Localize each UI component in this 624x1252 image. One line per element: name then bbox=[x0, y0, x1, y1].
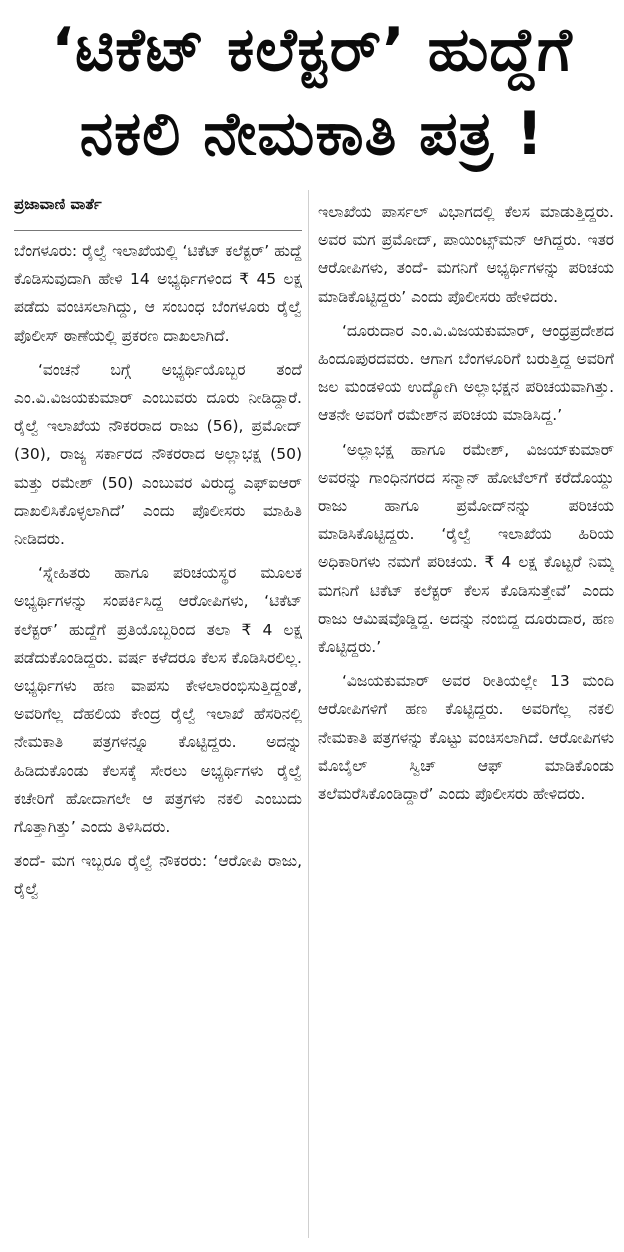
byline: ಪ್ರಜಾವಾಣಿ ವಾರ್ತೆ bbox=[14, 195, 102, 213]
paragraph-8: ‘ವಿಜಯಕುಮಾರ್ ಅವರ ರೀತಿಯಲ್ಲೇ 13 ಮಂದಿ ಆರೋಪಿಗಳಿಗೆ ಹಣ ಕೊಟ್ಟಿದ್ದರು. ಅವರಿಗೆಲ್ಲ ನಕಲಿ ನೇಮಕಾತಿ ಪತ್ರಗಳನ್ನು ಕೊಟ್ಟು ವಂಚಿಸಲಾಗಿದೆ. ಆರೋಪಿಗಳು ಮೊಬೈಲ್ ಸ್ವಿಚ್ ಆಫ್ ಮಾಡಿಕೊಂಡು ತಲೆಮರೆಸಿಕೊಂಡಿದ್ದಾರೆ’ ಎಂದು ಪೊಲೀಸರು ಹೇಳಿದರು. bbox=[318, 672, 614, 804]
subhead-paragraph: ತಂದೆ- ಮಗ ಇಬ್ಬರೂ ರೈಲ್ವೆ ನೌಕರರು: ‘ಆರೋಪಿ ರಾಜು, ರೈಲ್ವೆ bbox=[14, 852, 302, 899]
byline-rule bbox=[14, 230, 302, 231]
paragraph-7: ‘ಅಲ್ಲಾಭಕ್ಷ ಹಾಗೂ ರಮೇಶ್, ವಿಜಯ್‌ಕುಮಾರ್ ಅವರನ್ನು ಗಾಂಧಿನಗರದ ಸನ್ಮಾನ್ ಹೋಟೆಲ್‌ಗೆ ಕರೆದೊಯ್ದು ರಾಜು ಹಾಗೂ ಪ್ರಮೋದ್‌ನನ್ನು ಪರಿಚಯ ಮಾಡಿಸಿಕೊಟ್ಟಿದ್ದರು. ‘ರೈಲ್ವೆ ಇಲಾಖೆಯ ಹಿರಿಯ ಅಧಿಕಾರಿಗಳು ನಮಗೆ ಪರಿಚಯ. ₹ 4 ಲಕ್ಷ ಕೊಟ್ಟರೆ ನಿಮ್ಮ ಮಗನಿಗೆ ಟಿಕೆಟ್ ಕಲೆಕ್ಟರ್ ಕೆಲಸ ಕೊಡಿಸುತ್ತೇವೆ’ ಎಂದು ರಾಜು ಆಮಿಷವೊಡ್ಡಿದ್ದ. ಅದನ್ನು ನಂಬಿದ್ದ ದೂರುದಾರ, ಹಣ ಕೊಟ್ಟಿದ್ದರು.’ bbox=[318, 440, 614, 657]
left-column bbox=[14, 188, 302, 1240]
paragraph-5: ಇಲಾಖೆಯ ಪಾರ್ಸಲ್ ವಿಭಾಗದಲ್ಲಿ ಕೆಲಸ ಮಾಡುತ್ತಿದ್ದರು. ಅವರ ಮಗ ಪ್ರಮೋದ್, ಪಾಯಿಂಟ್ಸ್‌ಮನ್ ಆಗಿದ್ದರು. ಇತರ ಆರೋಪಿಗಳು, ತಂದೆ- ಮಗನಿಗೆ ಅಭ್ಯರ್ಥಿಗಳನ್ನು ಪರಿಚಯ ಮಾಡಿಕೊಟ್ಟಿದ್ದರು’ ಎಂದು ಪೊಲೀಸರು ಹೇಳಿದರು. bbox=[318, 203, 614, 306]
paragraph-6: ‘ದೂರುದಾರ ಎಂ.ವಿ.ವಿಜಯಕುಮಾರ್, ಆಂಧ್ರಪ್ರದೇಶದ ಹಿಂದೂಪುರದವರು. ಆಗಾಗ ಬೆಂಗಳೂರಿಗೆ ಬರುತ್ತಿದ್ದ ಅವರಿಗೆ ಜಲ ಮಂಡಳಿಯ ಉದ್ಯೋಗಿ ಅಲ್ಲಾಭಕ್ಷನ ಪರಿಚಯವಾಗಿತ್ತು. ಆತನೇ ಅವರಿಗೆ ರಮೇಶ್‌ನ ಪರಿಚಯ ಮಾಡಿಸಿದ್ದ.’ bbox=[318, 321, 614, 425]
column-divider bbox=[308, 190, 309, 1238]
right-column bbox=[318, 198, 614, 1240]
paragraph-3: ‘ಸ್ನೇಹಿತರು ಹಾಗೂ ಪರಿಚಯಸ್ಥರ ಮೂಲಕ ಅಭ್ಯರ್ಥಿಗಳನ್ನು ಸಂಪರ್ಕಿಸಿದ್ದ ಆರೋಪಿಗಳು, ‘ಟಿಕೆಟ್ ಕಲೆಕ್ಟರ್’ ಹುದ್ದೆಗೆ ಪ್ರತಿಯೊಬ್ಬರಿಂದ ತಲಾ ₹ 4 ಲಕ್ಷ ಪಡೆದುಕೊಂಡಿದ್ದರು. ವರ್ಷ ಕಳೆದರೂ ಕೆಲಸ ಕೊಡಿಸಿರಲಿಲ್ಲ. ಅಭ್ಯರ್ಥಿಗಳು ಹಣ ವಾಪಸು ಕೇಳಲಾರಂಭಿಸುತ್ತಿದ್ದಂತೆ, ಅವರಿಗೆಲ್ಲ ದೆಹಲಿಯ ಕೇಂದ್ರ ರೈಲ್ವೆ ಇಲಾಖೆ ಹೆಸರಿನಲ್ಲಿ ನೇಮಕಾತಿ ಪತ್ರಗಳನ್ನೂ ಕೊಟ್ಟಿದ್ದರು. ಅದನ್ನು ಹಿಡಿದುಕೊಂಡು ಕೆಲಸಕ್ಕೆ ಸೇರಲು ಅಭ್ಯರ್ಥಿಗಳು ರೈಲ್ವೆ ಕಚೇರಿಗೆ ಹೋದಾಗಲೇ ಆ ಪತ್ರಗಳು ನಕಲಿ ಎಂಬುದು ಗೊತ್ತಾಗಿತ್ತು’ ಎಂದು ತಿಳಿಸಿದರು. bbox=[14, 564, 302, 837]
headline bbox=[10, 8, 614, 176]
headline-line-2: ನಕಲಿ ನೇಮಕಾತಿ ಪತ್ರ ! bbox=[79, 99, 545, 169]
paragraph-2: ‘ವಂಚನೆ ಬಗ್ಗೆ ಅಭ್ಯರ್ಥಿಯೊಬ್ಬರ ತಂದೆ ಎಂ.ವಿ.ವಿಜಯಕುಮಾರ್ ಎಂಬುವರು ದೂರು ನೀಡಿದ್ದಾರೆ. ರೈಲ್ವೆ ಇಲಾಖೆಯ ನೌಕರರಾದ ರಾಜು (56), ಪ್ರಮೋದ್ (30), ರಾಜ್ಯ ಸರ್ಕಾರದ ನೌಕರರಾದ ಅಲ್ಲಾಭಕ್ಷ (50) ಮತ್ತು ರಮೇಶ್ (50) ಎಂಬುವರ ವಿರುದ್ಧ ಎಫ್ಐಆರ್ ದಾಖಲಿಸಿಕೊಳ್ಳಲಾಗಿದೆ’ ಎಂದು ಪೊಲೀಸರು ಮಾಹಿತಿ ನೀಡಿದರು. bbox=[14, 360, 302, 549]
paragraph-1: ಬೆಂಗಳೂರು: ರೈಲ್ವೆ ಇಲಾಖೆಯಲ್ಲಿ ‘ಟಿಕೆಟ್ ಕಲೆಕ್ಟರ್’ ಹುದ್ದೆ ಕೊಡಿಸುವುದಾಗಿ ಹೇಳಿ 14 ಅಭ್ಯರ್ಥಿಗಳಿಂದ ₹ 45 ಲಕ್ಷ ಪಡೆದು ವಂಚಿಸಲಾಗಿದ್ದು, ಆ ಸಂಬಂಧ ಬೆಂಗಳೂರು ರೈಲ್ವೆ ಪೊಲೀಸ್ ಠಾಣೆಯಲ್ಲಿ ಪ್ರಕರಣ ದಾಖಲಾಗಿದೆ. bbox=[14, 242, 302, 345]
headline-line-1: ‘ಟಿಕೆಟ್ ಕಲೆಕ್ಟರ್’ ಹುದ್ದೆಗೆ bbox=[51, 15, 573, 85]
